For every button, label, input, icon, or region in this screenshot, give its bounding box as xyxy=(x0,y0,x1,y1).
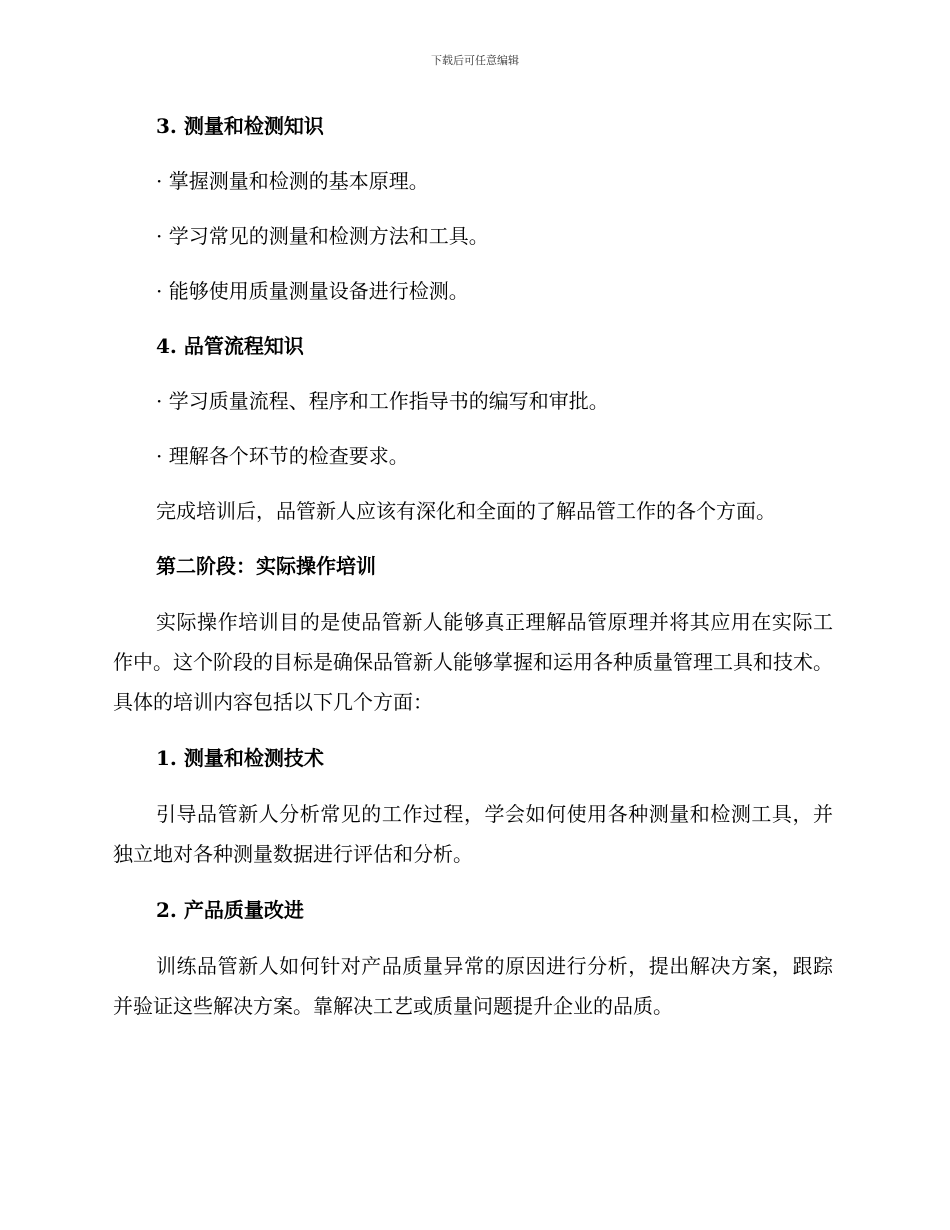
subsection-paragraph: 引导品管新人分析常见的工作过程，学会如何使用各种测量和检测工具，并独立地对各种测量数据进行评估和分析。 xyxy=(113,802,833,866)
section-heading: 4. 品管流程知识 xyxy=(156,334,304,358)
subsection-heading: 2. 产品质量改进 xyxy=(156,898,304,922)
subsection-paragraph: 训练品管新人如何针对产品质量异常的原因进行分析，提出解决方案，跟踪并验证这些解决方案。靠解决工艺或质量问题提升企业的品质。 xyxy=(113,954,833,1018)
document-body xyxy=(113,112,833,1026)
section-heading: 3. 测量和检测知识 xyxy=(156,114,324,138)
stage-intro-paragraph: 实际操作培训目的是使品管新人能够真正理解品管原理并将其应用在实际工作中。这个阶段的目标是确保品管新人能够掌握和运用各种质量管理工具和技术。具体的培训内容包括以下几个方面： xyxy=(113,610,833,714)
bullet-item: · 掌握测量和检测的基本原理。 xyxy=(156,169,429,193)
bullet-item: · 学习质量流程、程序和工作指导书的编写和审批。 xyxy=(156,389,609,413)
bullet-item: · 能够使用质量测量设备进行检测。 xyxy=(156,279,469,303)
subsection-heading: 1. 测量和检测技术 xyxy=(156,746,324,770)
stage-heading: 第二阶段：实际操作培训 xyxy=(156,554,376,578)
bullet-item: · 学习常见的测量和检测方法和工具。 xyxy=(156,224,489,248)
bullet-item: · 理解各个环节的检查要求。 xyxy=(156,444,409,468)
page-header: 下载后可任意编辑 xyxy=(431,54,519,67)
summary-paragraph: 完成培训后，品管新人应该有深化和全面的了解品管工作的各个方面。 xyxy=(156,499,776,523)
